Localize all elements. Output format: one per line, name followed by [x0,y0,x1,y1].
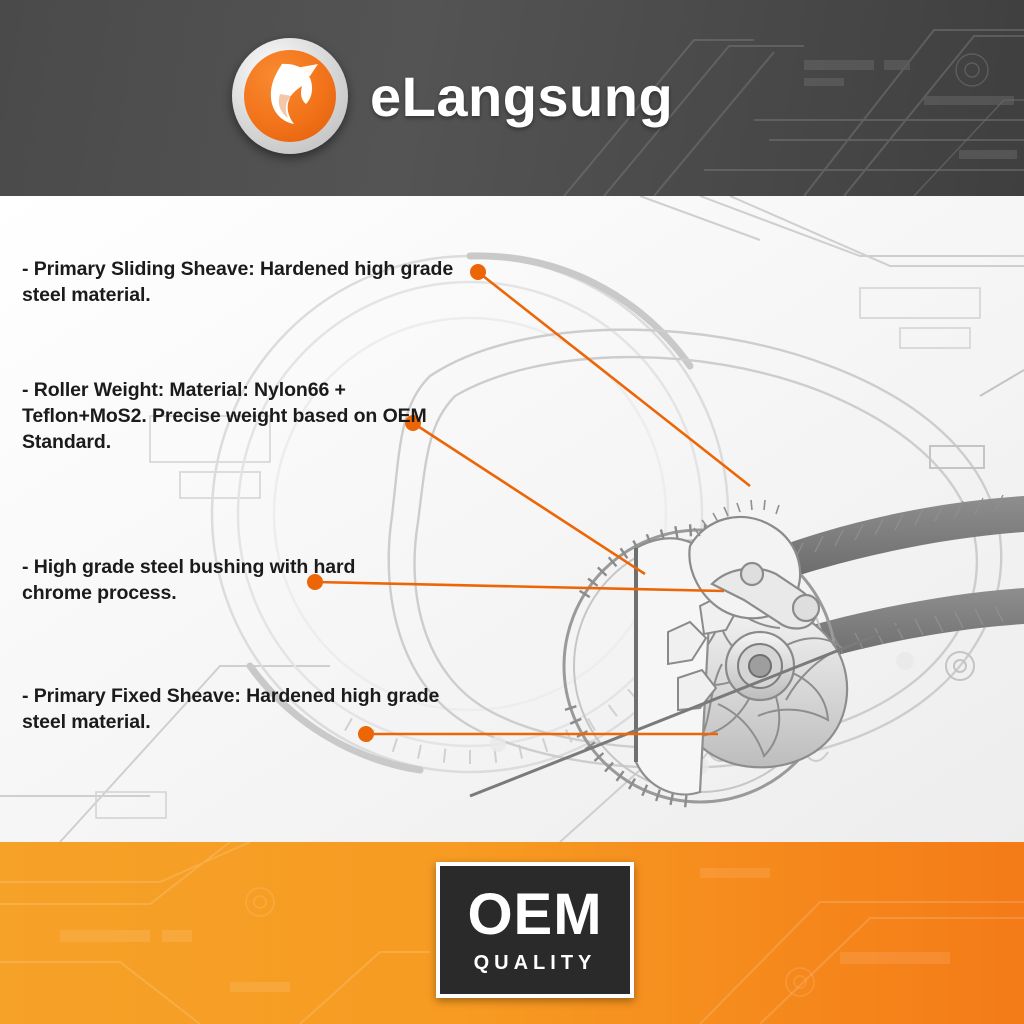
brand-name: eLangsung [370,64,674,128]
callout-primary-fixed-sheave: - Primary Fixed Sheave: Hardened high grade steel material. [22,685,440,733]
oem-badge-subtitle: QUALITY [473,951,597,974]
logo-badge [232,38,348,154]
oem-quality-badge [436,862,634,998]
header-bar [0,0,1024,196]
flame-badge-icon [244,50,336,142]
callout-roller-weight: - Roller Weight: Material: Nylon66 + Teflon+MoS2. Precise weight based on OEM Standard. [22,379,427,453]
diagram-area [0,196,1024,842]
footer-bar [0,842,1024,1024]
callout-primary-sliding-sheave: - Primary Sliding Sheave: Hardened high grade steel material. [22,258,454,306]
oem-badge-title: OEM [467,881,603,947]
brand-lockup [232,38,673,154]
callout-steel-bushing: - High grade steel bushing with hard chrome process. [22,556,356,604]
